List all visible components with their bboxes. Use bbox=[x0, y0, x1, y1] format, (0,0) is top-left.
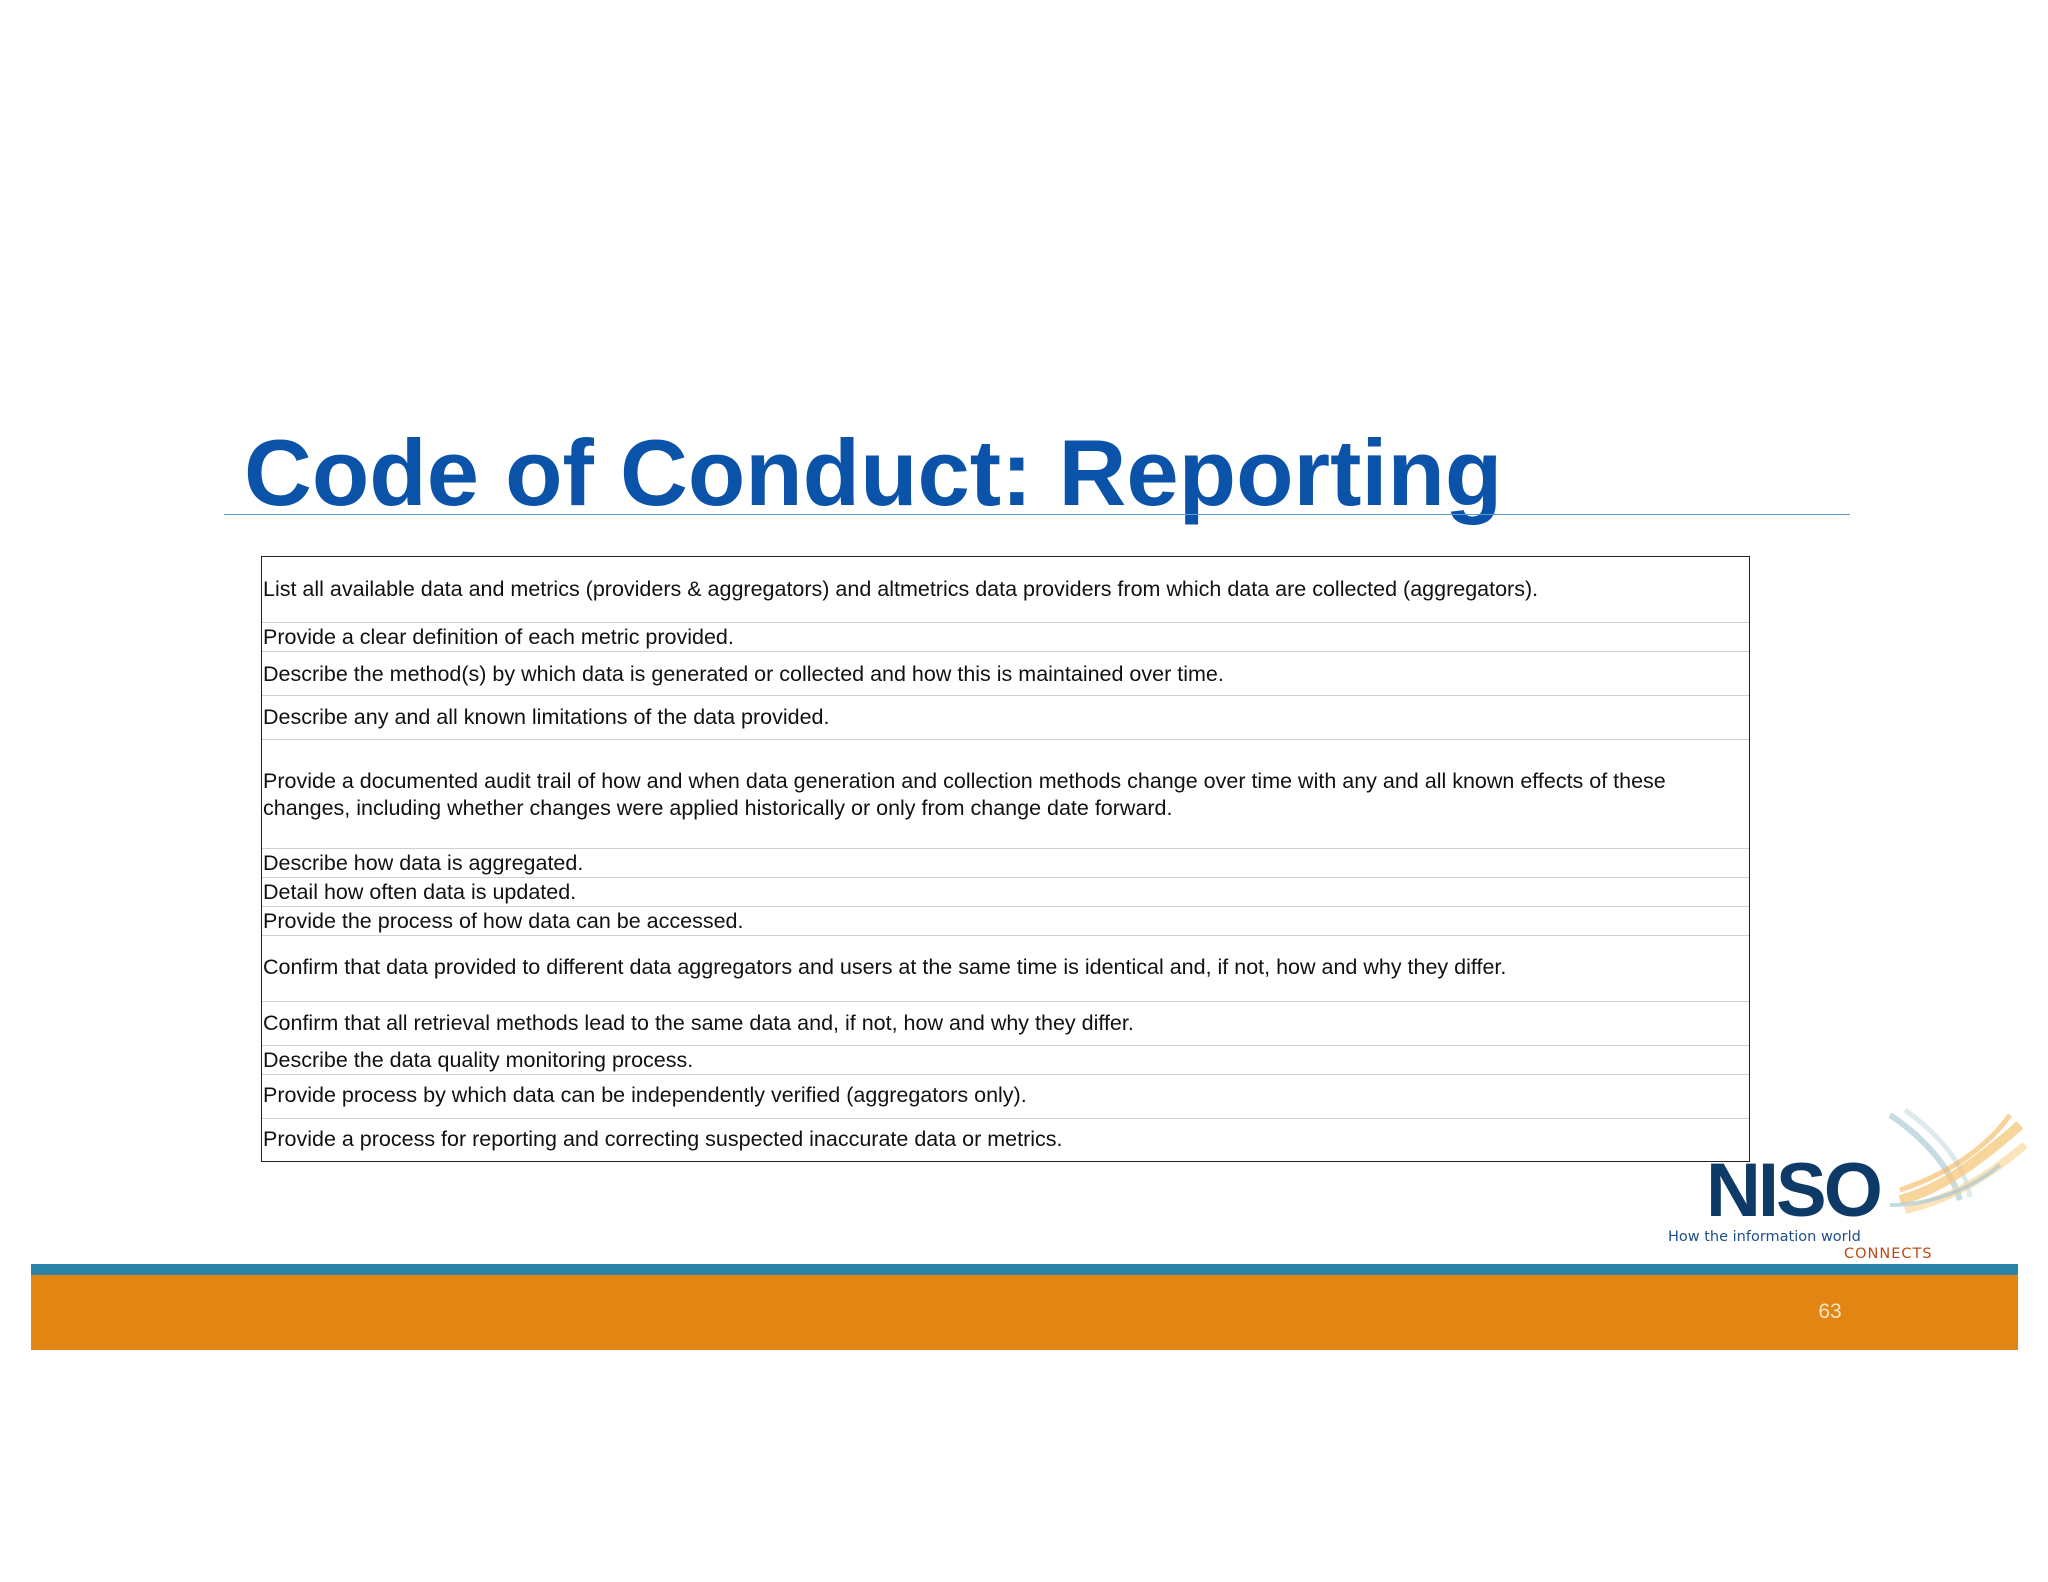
table-row bbox=[262, 623, 1749, 652]
table-row bbox=[262, 878, 1749, 907]
slide-title: Code of Conduct: Reporting bbox=[244, 420, 1503, 525]
table-cell: Provide a clear definition of each metric provided. bbox=[263, 625, 734, 649]
table-row bbox=[262, 557, 1749, 623]
table-cell: Confirm that data provided to different data aggregators and users at the same time is identical and, if not, how and why they differ. bbox=[263, 955, 1507, 979]
footer-accent-bar bbox=[31, 1264, 2018, 1275]
swoosh-graphic bbox=[1860, 1105, 2030, 1225]
niso-logo bbox=[1660, 1105, 2030, 1265]
table-row bbox=[262, 696, 1749, 740]
table-cell: Describe any and all known limitations of the data provided. bbox=[263, 705, 830, 729]
table-cell: Provide the process of how data can be accessed. bbox=[263, 909, 744, 933]
requirements-table bbox=[261, 556, 1750, 1162]
table-cell: Describe how data is aggregated. bbox=[263, 851, 584, 875]
table-cell: Detail how often data is updated. bbox=[263, 880, 577, 904]
table-row bbox=[262, 936, 1749, 1002]
table-row bbox=[262, 652, 1749, 696]
table-cell: Provide a documented audit trail of how and when data generation and collection methods change over time with any and all known effects of these changes, including whether changes were applied historically or only from change date forward. bbox=[263, 769, 1666, 820]
title-divider bbox=[224, 514, 1850, 515]
table-row bbox=[262, 1119, 1749, 1161]
table-cell: List all available data and metrics (providers & aggregators) and altmetrics data providers from which data are collected (aggregators). bbox=[263, 577, 1539, 601]
logo-tagline-connects: CONNECTS bbox=[1844, 1246, 1933, 1262]
table-row bbox=[262, 1075, 1749, 1119]
footer-bar bbox=[31, 1275, 2018, 1350]
table-cell: Provide a process for reporting and correcting suspected inaccurate data or metrics. bbox=[263, 1127, 1063, 1151]
page-number: 63 bbox=[1818, 1300, 1842, 1323]
logo-tagline: How the information world bbox=[1668, 1229, 1861, 1245]
table-row bbox=[262, 849, 1749, 878]
table-cell: Describe the method(s) by which data is generated or collected and how this is maintained over time. bbox=[263, 662, 1224, 686]
table-cell: Confirm that all retrieval methods lead to the same data and, if not, how and why they differ. bbox=[263, 1011, 1134, 1035]
table-row bbox=[262, 1002, 1749, 1046]
table-row bbox=[262, 740, 1749, 849]
table-row bbox=[262, 907, 1749, 936]
logo-wordmark: NISO bbox=[1706, 1148, 1880, 1233]
table-cell: Provide process by which data can be independently verified (aggregators only). bbox=[263, 1083, 1027, 1107]
table-cell: Describe the data quality monitoring process. bbox=[263, 1048, 694, 1072]
table-row bbox=[262, 1046, 1749, 1075]
